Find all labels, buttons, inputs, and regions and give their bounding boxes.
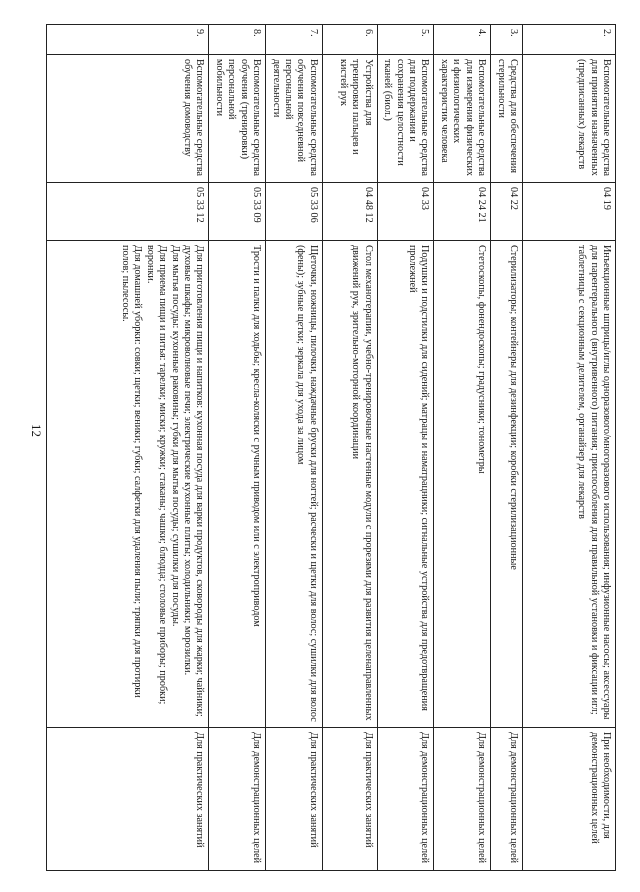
description-line: Для приготовления пищи и напитков: кухонная посуда для варки продуктов, сковороды для жарки; чайники; духовые шкафы; микроволновые печи; электрические кухонные плиты; холодильники; морозилки. bbox=[182, 245, 206, 717]
table-row bbox=[322, 25, 377, 871]
description-line: Для приема пищи и питья: тарелки; миски; кружки; стаканы; чашки; блюдца; столовые приборы; пробки; воронки. bbox=[144, 245, 169, 705]
rotated-document bbox=[46, 24, 616, 870]
description-line: Трости и палки для ходьбы; кресла-коляски с ручным приводом или с электроприводом bbox=[251, 245, 263, 627]
aid-code: 04 48 12 bbox=[322, 183, 377, 241]
aid-name: Вспомогательные средства обучения домоводству bbox=[47, 55, 210, 183]
description-line: Для домашней уборки: совки; щетки; веники; губки; салфетки для удаления пыли; тряпки для протирки полов; пылесосы. bbox=[120, 245, 144, 698]
aid-description bbox=[266, 241, 323, 728]
table-row bbox=[523, 25, 616, 871]
aid-description bbox=[47, 241, 210, 728]
aid-purpose: Для практических занятий bbox=[322, 728, 377, 871]
row-number: 2. bbox=[523, 25, 616, 55]
aid-description bbox=[523, 241, 616, 728]
table-row bbox=[377, 25, 434, 871]
aid-code: 05 33 12 bbox=[47, 183, 210, 241]
row-number: 8. bbox=[209, 25, 266, 55]
description-line: Подушки и подстилки для сидений; матрацы и наматрацники; сигнальные устройства для предотвращения пролежней bbox=[406, 245, 431, 711]
row-number: 6. bbox=[322, 25, 377, 55]
aid-description bbox=[322, 241, 377, 728]
aid-purpose: Для практических занятий bbox=[266, 728, 323, 871]
aid-description bbox=[377, 241, 434, 728]
table-row bbox=[266, 25, 323, 871]
table-row bbox=[209, 25, 266, 871]
aid-description bbox=[491, 241, 523, 728]
aid-purpose: При необходимости, для демонстрационных целей bbox=[523, 728, 616, 871]
aid-description bbox=[209, 241, 266, 728]
description-line: Щеточки, ножницы, пилочки, наждачные бруски для ногтей; расчески и щетки для волос; сушилки для волос (фены); зубные щетки; зеркала для ухода за лицом bbox=[295, 245, 319, 722]
aid-name: Вспомогательные средства для измерения физических и физиологических характеристик человека bbox=[434, 55, 491, 183]
aid-code: 04 33 bbox=[377, 183, 434, 241]
aid-purpose: Для демонстрационных целей bbox=[209, 728, 266, 871]
page-number: 12 bbox=[29, 424, 44, 437]
aid-code: 04 19 bbox=[523, 183, 616, 241]
aid-purpose: Для практических занятий bbox=[47, 728, 210, 871]
description-line: Стол механотерапии, учебно-тренировочные настенные модули с прорезями для развития целенаправленных движений рук, зрительно-моторной координации bbox=[350, 245, 374, 721]
aid-code: 04 24 21 bbox=[434, 183, 491, 241]
row-number: 7. bbox=[266, 25, 323, 55]
aid-name: Вспомогательные средства обучения (тренировки) персональной мобильности bbox=[209, 55, 266, 183]
aid-code: 05 33 09 bbox=[209, 183, 266, 241]
row-number: 9. bbox=[47, 25, 210, 55]
aid-purpose: Для демонстрационных целей bbox=[377, 728, 434, 871]
aid-code: 04 22 bbox=[491, 183, 523, 241]
description-line: Инъекционные шприцы/иглы одноразового/многоразового использования; инфузионные насосы; аксессуары для парентерального (внутривенного) питания; приспособления для правильной установки и фиксации игл; таблетницы с секционным делителем, органайзер для лекарств bbox=[576, 245, 612, 720]
description-line: Стетоскопы, фонендоскопы; градусники; тонометры bbox=[476, 245, 487, 474]
aid-name: Вспомогательные средства для поддержания и сохранения целостности тканей (биол.) bbox=[377, 55, 434, 183]
aid-name: Средства для обеспечения стерильности bbox=[491, 55, 523, 183]
aid-name: Вспомогательные средства для принятия назначенных (предписанных) лекарств bbox=[523, 55, 616, 183]
table-row bbox=[434, 25, 491, 871]
row-number: 5. bbox=[377, 25, 434, 55]
table-row bbox=[47, 25, 210, 871]
aid-name: Вспомогательные средства обучения повседневной персональной деятельности bbox=[266, 55, 323, 183]
aid-name: Устройства для тренировки пальцев и кистей рук bbox=[322, 55, 377, 183]
row-number: 3. bbox=[491, 25, 523, 55]
aid-purpose: Для демонстрационных целей bbox=[491, 728, 523, 871]
aid-purpose: Для демонстрационных целей bbox=[434, 728, 491, 871]
aid-description bbox=[434, 241, 491, 728]
description-line: Стерилизаторы; контейнеры для дезинфекции; коробки стерилизационные bbox=[508, 245, 519, 570]
row-number: 4. bbox=[434, 25, 491, 55]
aid-code: 05 33 06 bbox=[266, 183, 323, 241]
description-line: Для мытья посуды: кухонные раковины; губки для мытья посуды; сушилки для посуды. bbox=[169, 245, 181, 627]
equipment-table bbox=[46, 24, 616, 871]
table-row bbox=[491, 25, 523, 871]
